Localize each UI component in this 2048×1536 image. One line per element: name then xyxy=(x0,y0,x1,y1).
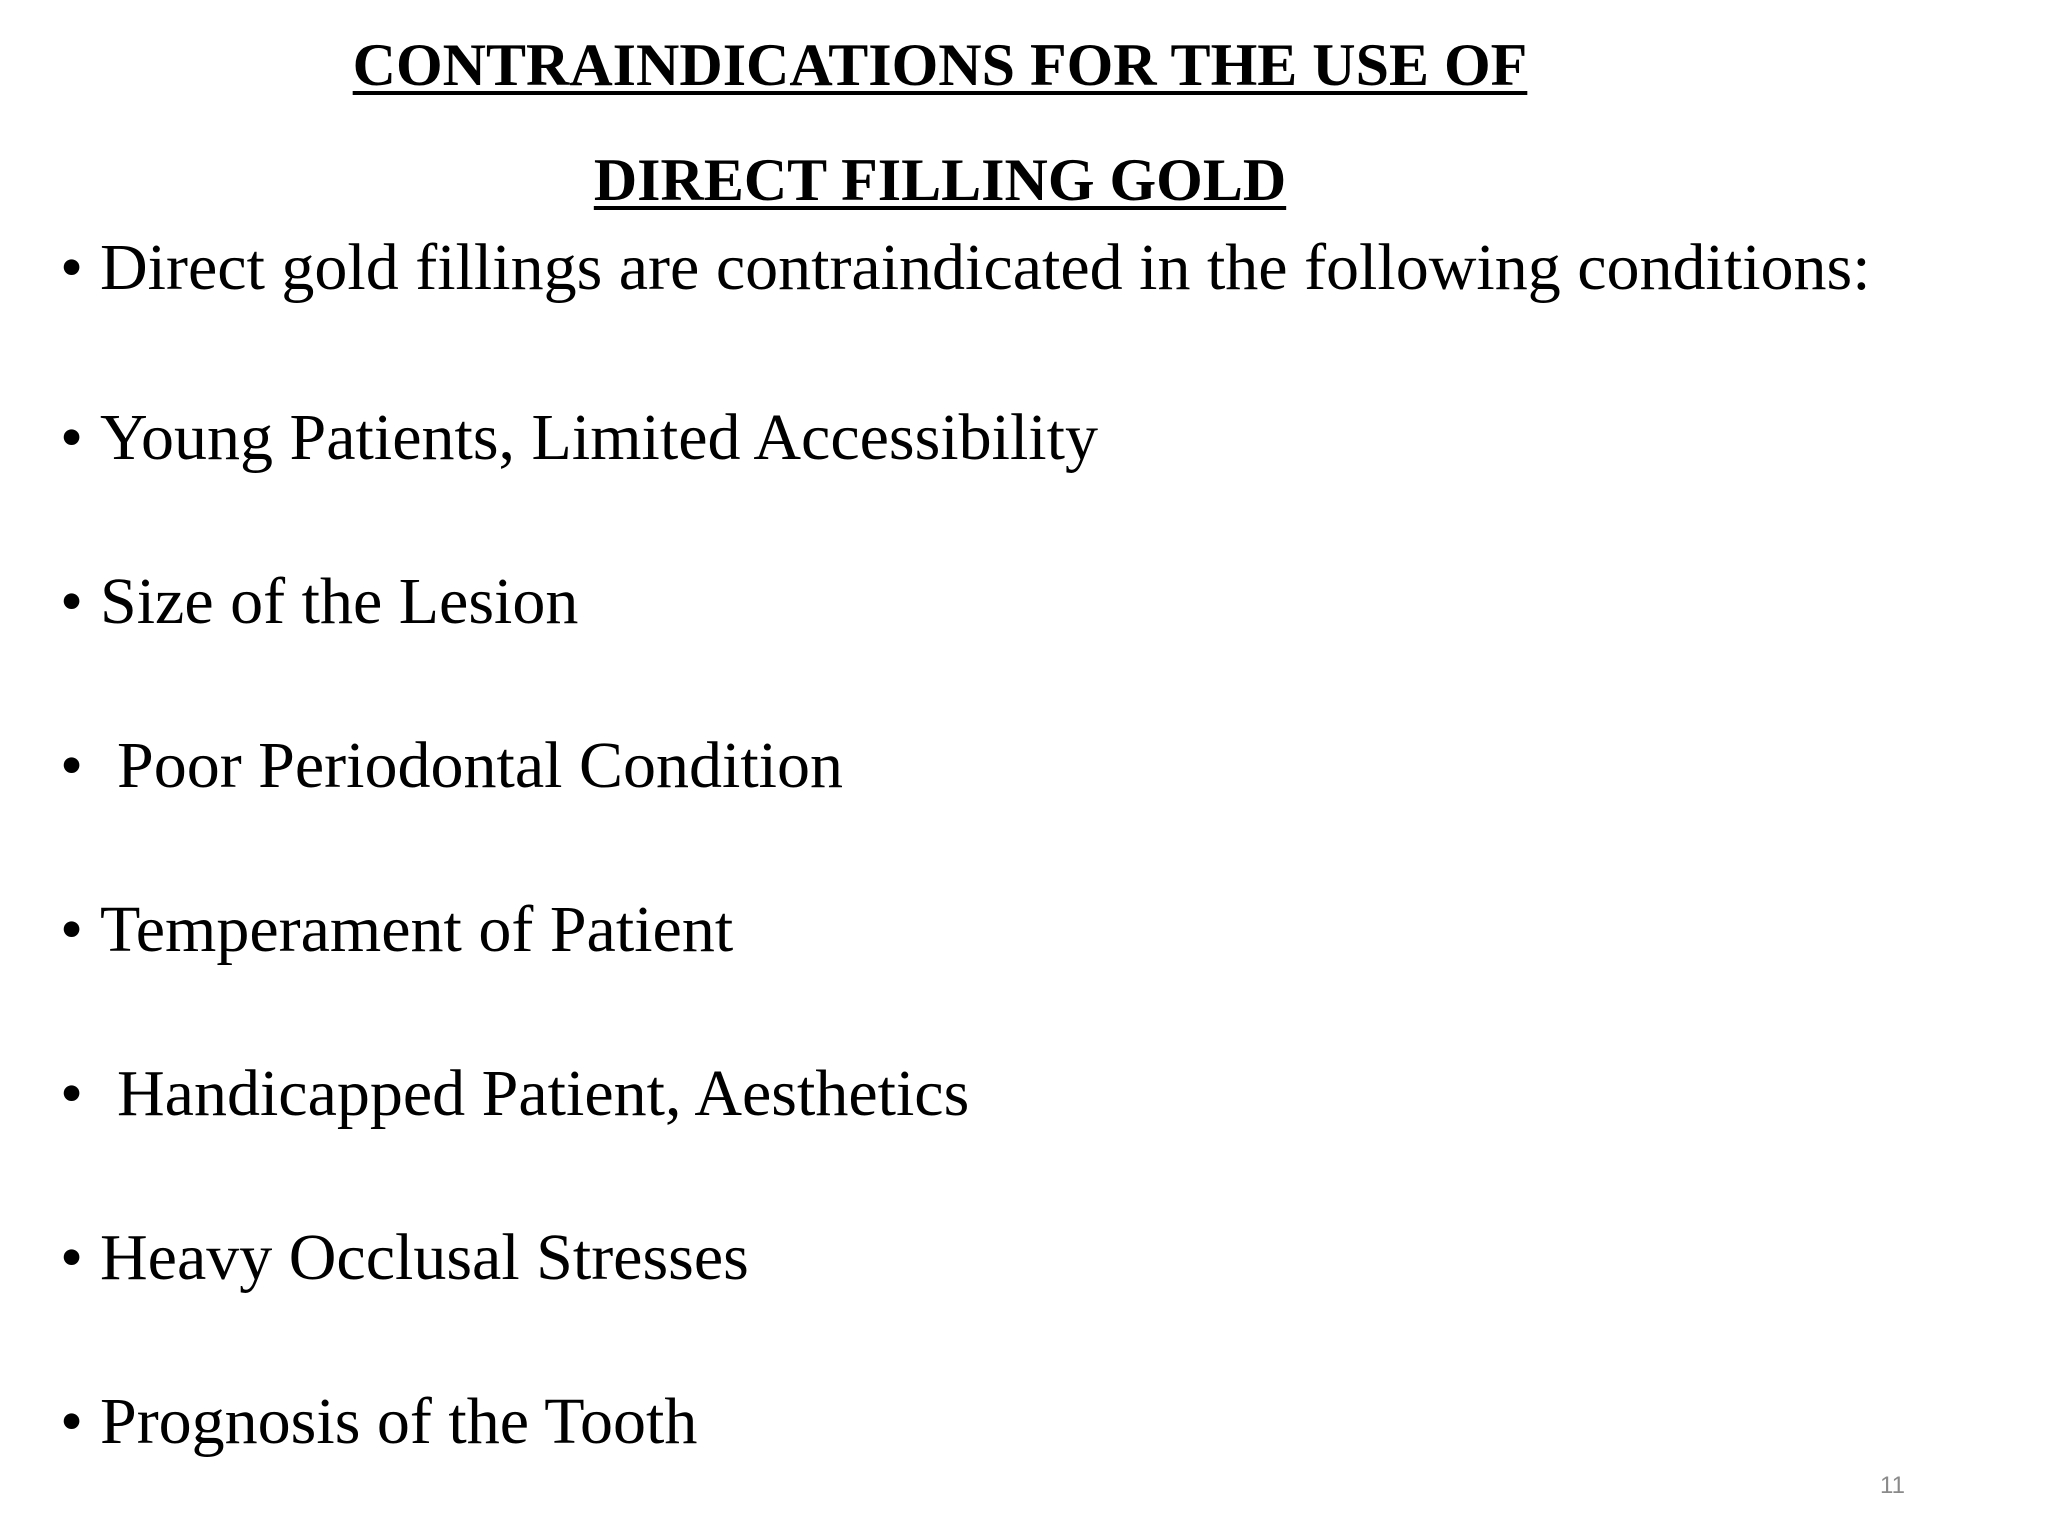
bullet-icon: • xyxy=(60,231,84,304)
bullet-item-young-patients xyxy=(60,398,1098,478)
bullet-item-size-of-lesion xyxy=(60,562,578,642)
bullet-item-temperament xyxy=(60,890,733,970)
bullet-item-handicapped xyxy=(60,1054,969,1134)
bullet-text: Young Patients, Limited Accessibility xyxy=(100,401,1098,474)
slide-title-line-1: CONTRAINDICATIONS FOR THE USE OF xyxy=(352,32,1528,98)
bullet-icon: • xyxy=(60,1385,84,1458)
bullet-text: Size of the Lesion xyxy=(100,565,579,638)
bullet-text: Heavy Occlusal Stresses xyxy=(100,1221,749,1294)
bullet-icon: • xyxy=(60,565,84,638)
bullet-icon: • xyxy=(60,1221,84,1294)
bullet-text: Poor Periodontal Condition xyxy=(117,729,843,802)
bullet-icon: • xyxy=(60,729,84,802)
bullet-text: Handicapped Patient, Aesthetics xyxy=(117,1057,970,1130)
bullet-icon: • xyxy=(60,401,84,474)
bullet-text: Temperament of Patient xyxy=(100,893,734,966)
bullet-item-intro xyxy=(60,228,1871,308)
bullet-icon: • xyxy=(60,893,84,966)
bullet-item-periodontal xyxy=(60,726,843,806)
page-number: 11 xyxy=(1880,1472,1905,1499)
bullet-item-prognosis xyxy=(60,1382,697,1462)
bullet-text: Direct gold fillings are contraindicated in the following conditions: xyxy=(100,231,1871,304)
slide-title-line-2: DIRECT FILLING GOLD xyxy=(593,147,1287,213)
bullet-text: Prognosis of the Tooth xyxy=(100,1385,698,1458)
bullet-icon: • xyxy=(60,1057,84,1130)
bullet-item-occlusal-stresses xyxy=(60,1218,749,1298)
